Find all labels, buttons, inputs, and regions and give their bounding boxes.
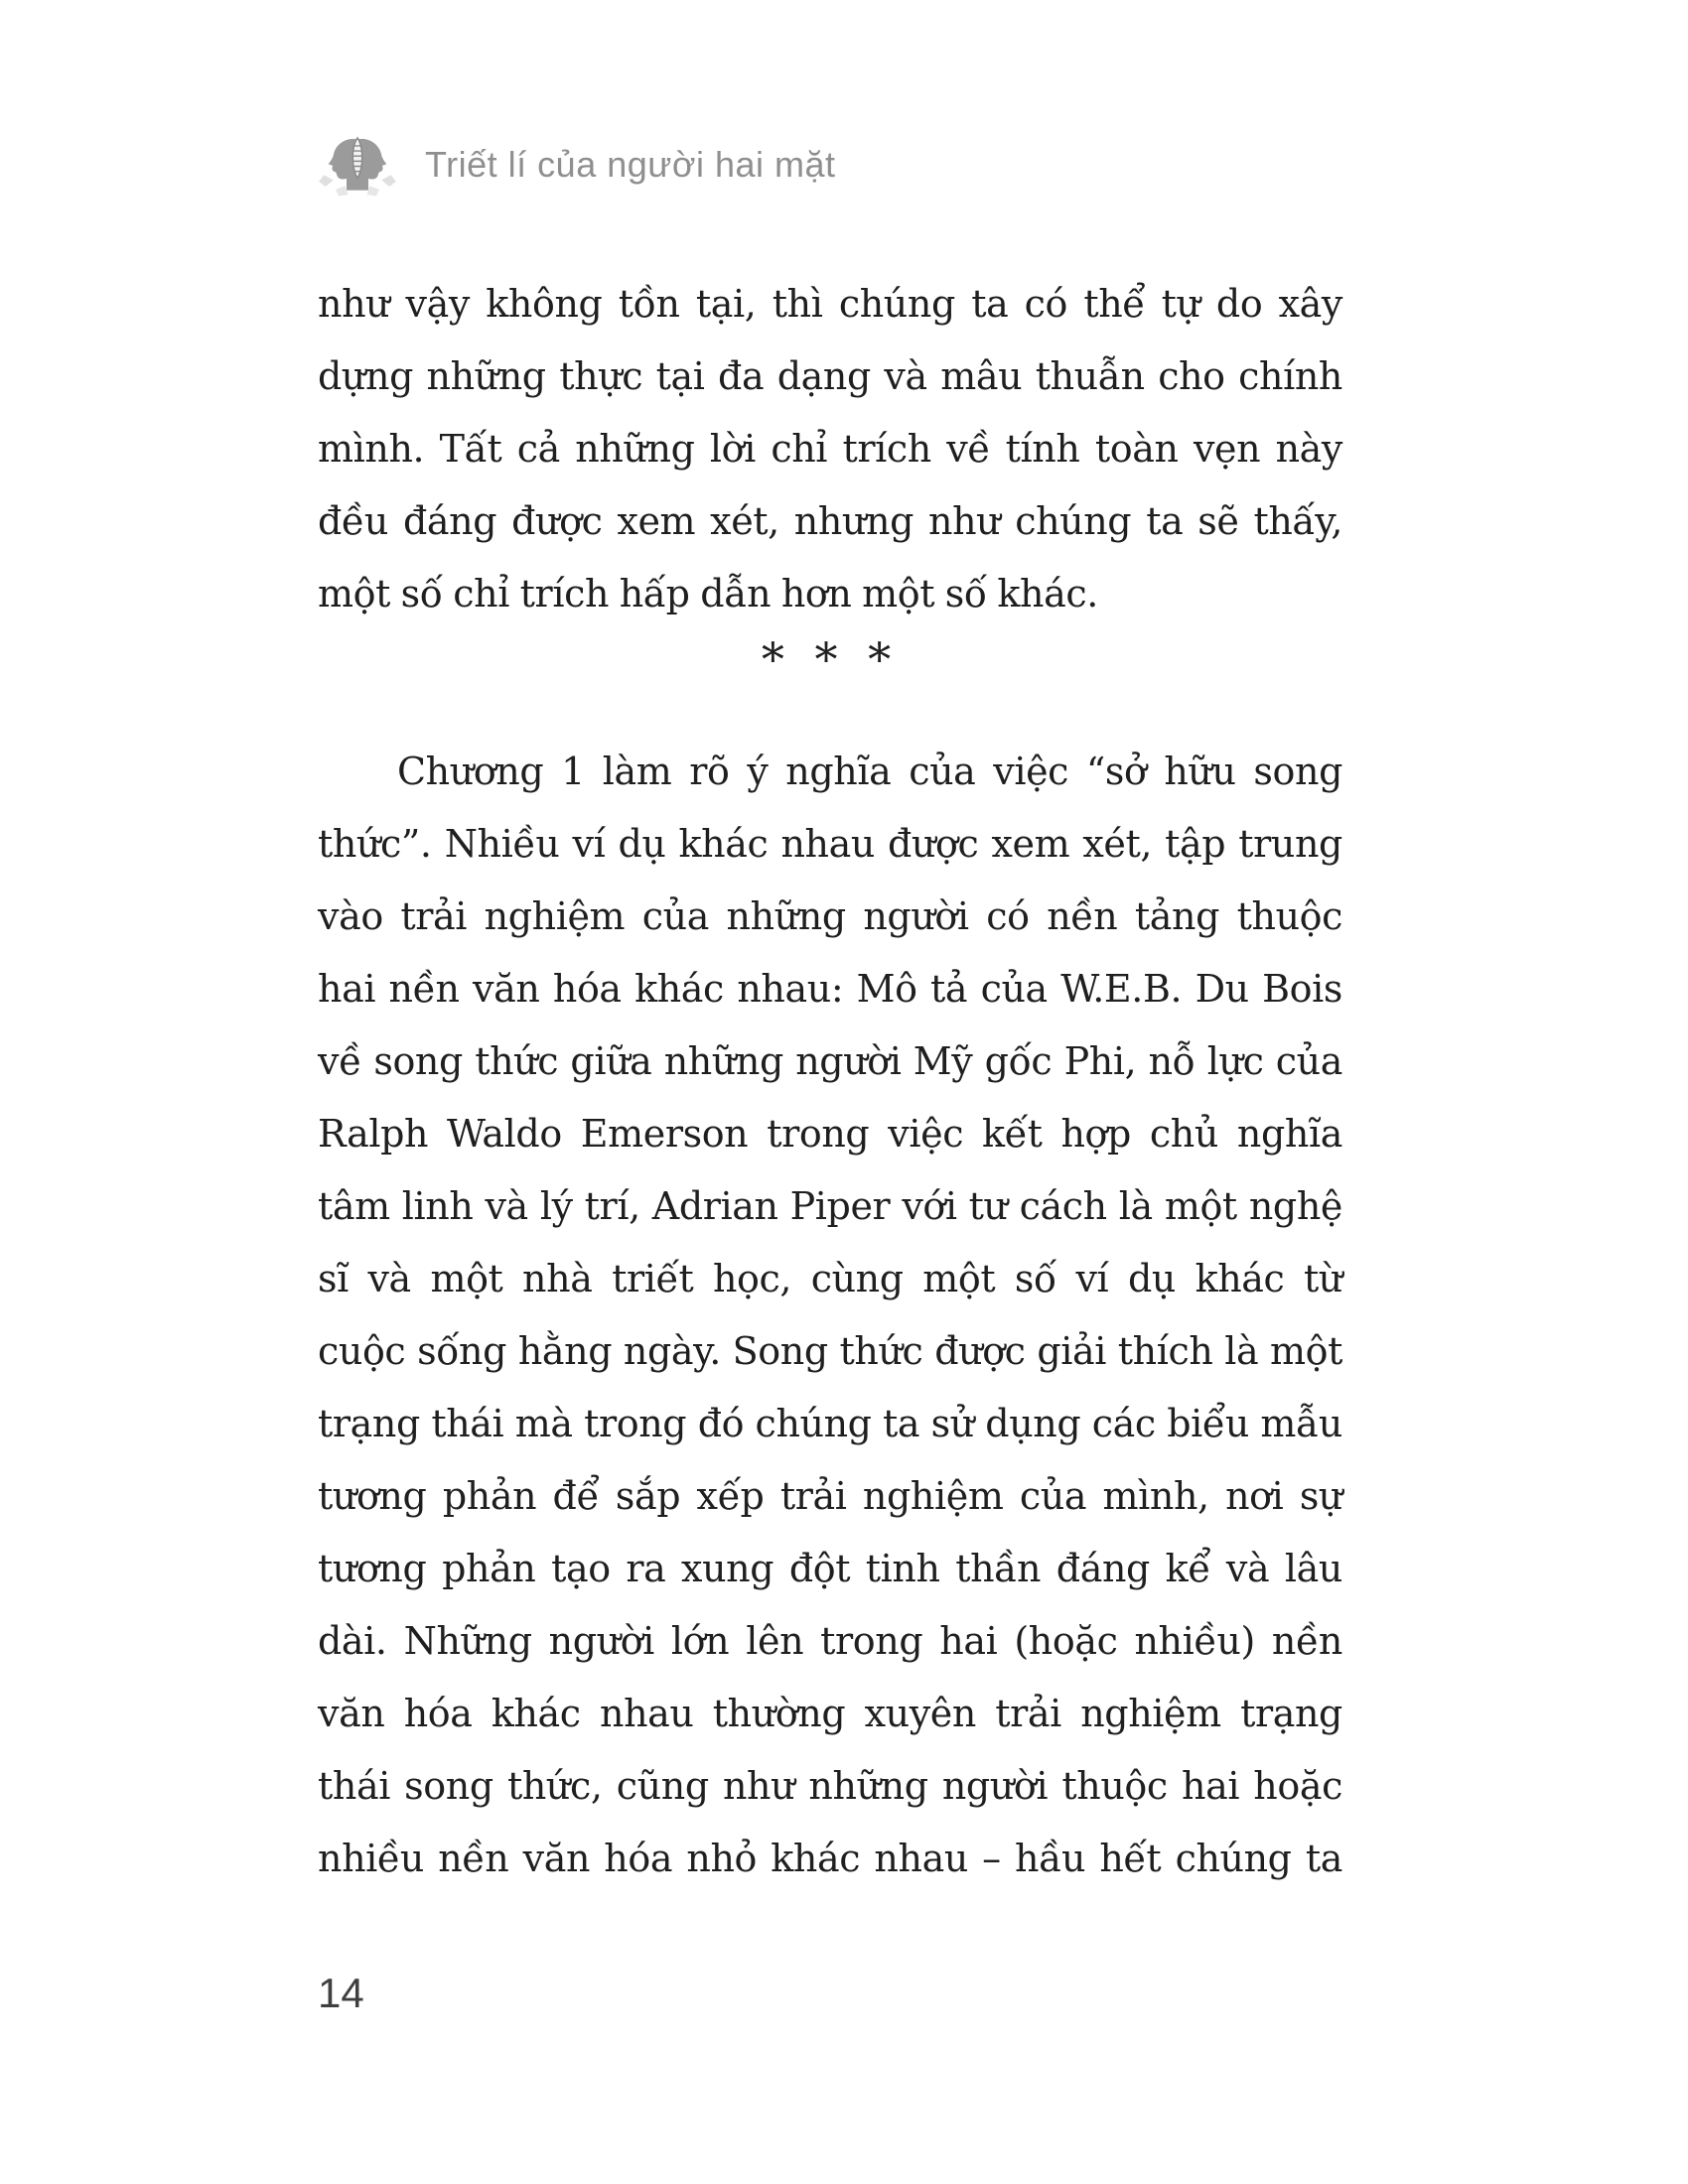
page-number: 14 [318,1970,364,2016]
text-line: hai nền văn hóa khác nhau: Mô tả của W.E.B. Du Bois [318,967,1342,1011]
text-line: nhiều nền văn hóa nhỏ khác nhau – hầu hết chúng ta [318,1837,1342,1880]
text-line: như vậy không tồn tại, thì chúng ta có thể tự do xây [318,282,1342,326]
text-line: cuộc sống hằng ngày. Song thức được giải thích là một [318,1329,1342,1373]
text-line: tâm linh và lý trí, Adrian Piper với tư cách là một nghệ [318,1184,1342,1228]
running-head-title: Triết lí của người hai mặt [425,144,836,185]
text-line: Ralph Waldo Emerson trong việc kết hợp chủ nghĩa [318,1112,1342,1156]
text-line: văn hóa khác nhau thường xuyên trải nghiệm trạng [318,1692,1342,1735]
text-line: vào trải nghiệm của những người có nền tảng thuộc [318,894,1342,938]
text-line: về song thức giữa những người Mỹ gốc Phi, nỗ lực của [318,1039,1342,1083]
paragraph-continuation [318,268,1342,630]
text-line: tương phản tạo ra xung đột tinh thần đáng kể và lâu [318,1547,1342,1590]
text-line: tương phản để sắp xếp trải nghiệm của mình, nơi sự [318,1474,1342,1518]
text-line: thức”. Nhiều ví dụ khác nhau được xem xét, tập trung [318,822,1342,866]
section-separator: * * * [761,632,900,686]
text-line: thái song thức, cũng như những người thuộc hai hoặc [318,1764,1342,1808]
text-line: dựng những thực tại đa dạng và mâu thuẫn cho chính [318,354,1342,398]
text-column [318,0,1342,2184]
text-line: đều đáng được xem xét, nhưng như chúng ta sẽ thấy, [318,499,1342,543]
text-line: sĩ và một nhà triết học, cùng một số ví dụ khác từ [318,1257,1342,1300]
text-line: dài. Những người lớn lên trong hai (hoặc nhiều) nền [318,1619,1342,1663]
text-line: trạng thái mà trong đó chúng ta sử dụng các biểu mẫu [318,1402,1342,1445]
text-line: Chương 1 làm rõ ý nghĩa của việc “sở hữu song [397,750,1342,793]
text-line: mình. Tất cả những lời chỉ trích về tính toàn vẹn này [318,427,1342,471]
paragraph-chapter-summary [318,736,1342,1895]
text-line: một số chỉ trích hấp dẫn hơn một số khác. [318,572,1098,615]
